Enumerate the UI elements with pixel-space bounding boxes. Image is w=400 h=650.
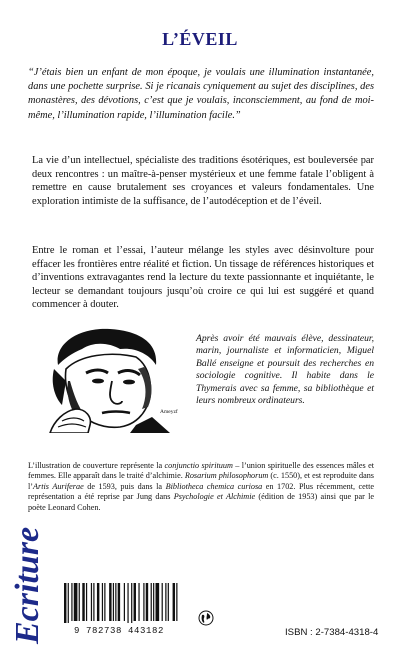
caption-part-1: L’illustration de couverture représente la [28, 461, 165, 470]
barcode-bar [146, 583, 148, 621]
barcode-bar [153, 583, 154, 621]
caption-part-2: – l’union spirituelle des essences mâles et femmes. Elle apparaît dans le traité d’alchimie. [28, 461, 375, 481]
barcode-bar [82, 583, 84, 621]
author-portrait [40, 325, 192, 433]
barcode-digits: 9 782738 443182 [73, 626, 164, 636]
barcode-bar [71, 583, 72, 621]
summary-paragraph-2: Entre le roman et l’essai, l’auteur mélange les styles avec désinvolture pour effacer les frontières entre réalité et fiction. Un tissage de références historiques et d’inventions extravagantes rend la lecture du texte passionnante et inquiétante, le lecteur se demandant toujours jusqu’où croire ce qui lui est suggéré et quand commencer à douter. [32, 245, 374, 311]
caption-title-1: conjunctio spirituum [164, 461, 233, 470]
author-bio: Après avoir été mauvais élève, dessinateur, marin, journaliste et informaticien, Miguel Ballé enseigne et poursuit des recherches en sociologie cognitive. Il habite dans le Thymerais avec sa femme, sa bibliothèque et leurs nombreux ordinateurs. [196, 333, 374, 407]
publisher-logo [6, 512, 50, 648]
barcode-bar [162, 583, 163, 621]
barcode-bar [118, 583, 120, 621]
barcode-bar [156, 583, 160, 621]
opening-quote: “J’étais bien un enfant de mon époque, je voulais une illumination instantanée, dans une pochette surprise. Si je ricanais cyniquement au sujet des disciplines, des monastères, des dévotions, c’est que je voulais, inconsciemment, au fond de moi-même, l’illumination rapide, l’illumination facile.” [28, 67, 374, 121]
barcode-bar [176, 583, 177, 621]
publisher-logo-text: Ecriture [9, 526, 46, 644]
barcode-bar [74, 583, 78, 621]
caption-title-3: Artis Auriferae [33, 481, 84, 491]
barcode-bar [93, 583, 94, 621]
barcode-bar [104, 583, 105, 621]
barcode-bar [79, 583, 80, 621]
caption-part-4: de 1593, puis dans la [83, 481, 166, 491]
publisher-logo-mark [6, 512, 50, 648]
barcode-bar [124, 583, 125, 621]
caption-part-3: (c. 1550), et est reproduite dans l’ [28, 471, 374, 491]
barcode-bar [86, 583, 87, 621]
isbn: ISBN : 2-7384-4318-4 [285, 627, 379, 638]
author-portrait-drawing [40, 325, 192, 433]
barcode-bar [113, 583, 114, 621]
summary-paragraph-1: La vie d’un intellectuel, spécialiste des traditions ésotériques, est bouleversée par deux rencontres : un maître-à-penser mystérieux et une femme fatale l’obligent à remettre en cause brutalement ses croyances et valeurs fondamentales. Une exploration intimiste de la suffisance, de l’autodéception et de l’éveil. [32, 155, 374, 207]
caption-title-5: Psychologie et Alchimie [173, 492, 256, 502]
barcode-bar [173, 583, 175, 621]
barcode-bar [143, 583, 144, 621]
caption-part-5: en 1702. Plus récemment, cette représentation a été reprise par Jung dans [28, 481, 374, 502]
barcode-bar [102, 583, 103, 621]
portrait-signature: Ameyzf [160, 409, 178, 415]
barcode-bar [91, 583, 92, 621]
barcode-bar [138, 583, 139, 621]
barcode-bar [131, 583, 132, 623]
caption-title-2: Rosarium philosophorum [184, 471, 269, 481]
globe-icon [198, 610, 214, 626]
barcode-bar [134, 583, 136, 621]
barcode-bar [97, 583, 99, 621]
cover-illustration-caption [28, 461, 374, 513]
book-title: L’ÉVEIL [162, 29, 238, 49]
barcode-bar [68, 583, 69, 623]
barcode-bar [127, 583, 128, 623]
barcode-bar [64, 583, 66, 623]
caption-title-4: Bibliotheca chemica curiosa [165, 481, 263, 491]
barcode-bar [168, 583, 169, 621]
barcode-bar [109, 583, 111, 621]
barcode-bar [151, 583, 152, 621]
caption-part-6: (édition de 1953) ainsi que par le poète Leonard Cohen. [28, 492, 374, 512]
barcode-bar [165, 583, 166, 621]
barcode-bar [115, 583, 116, 621]
barcode-bars [60, 583, 178, 623]
